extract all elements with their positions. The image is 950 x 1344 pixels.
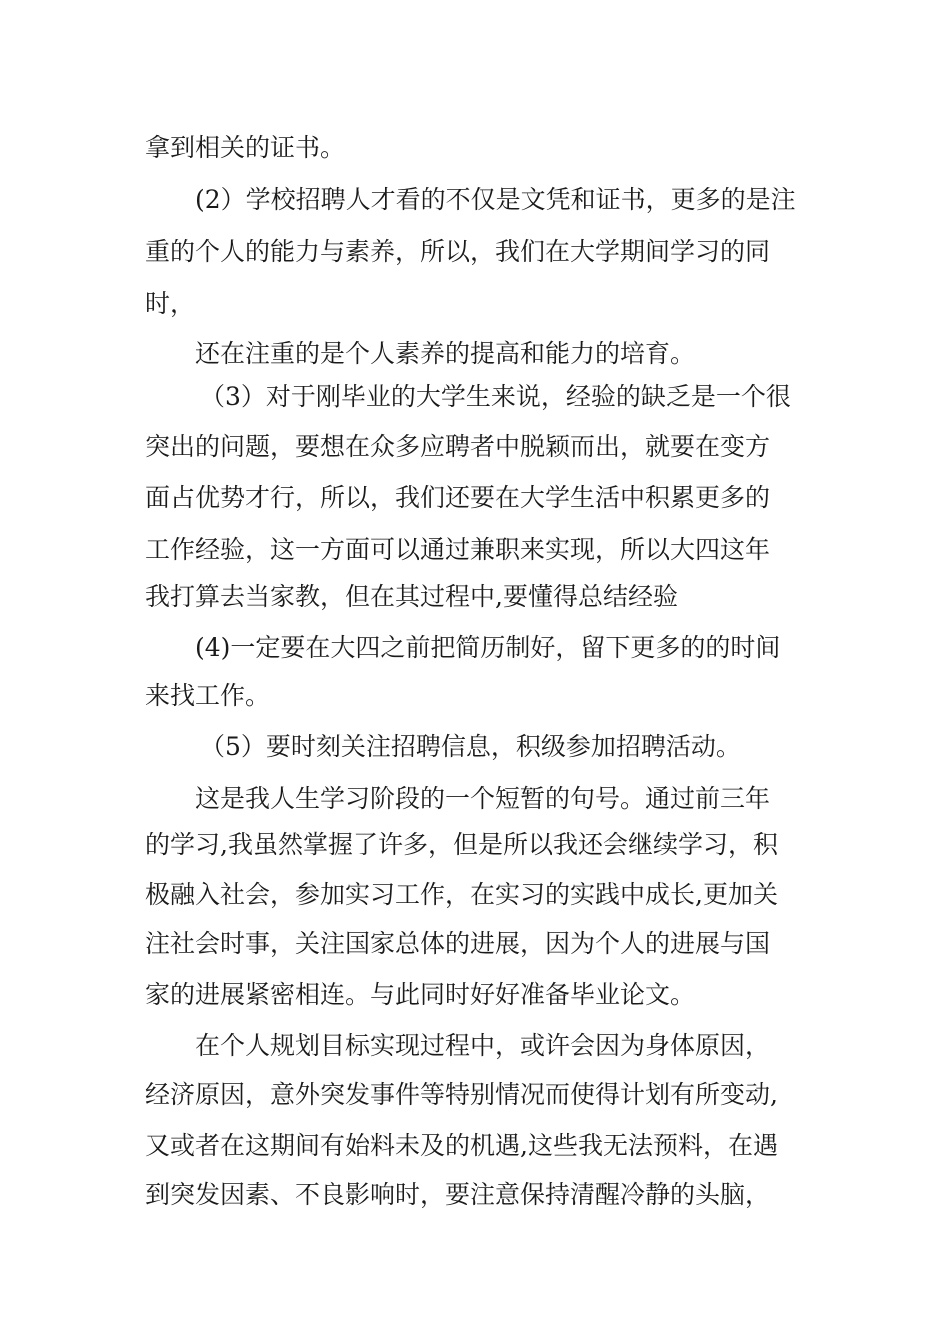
text-line: 的学习,我虽然掌握了许多，但是所以我还会继续学习，积 — [145, 830, 778, 859]
text-line: (4)一定要在大四之前把简历制好，留下更多的的时间 — [195, 633, 781, 662]
text-line: 到突发因素、不良影响时，要注意保持清醒冷静的头脑， — [145, 1180, 771, 1209]
text-line: 我打算去当家教，但在其过程中,要懂得总结经验 — [145, 582, 678, 611]
text-line: (2）学校招聘人才看的不仅是文凭和证书，更多的是注 — [195, 185, 796, 214]
text-line: 工作经验，这一方面可以通过兼职来实现，所以大四这年 — [145, 535, 771, 564]
text-line: 注社会时事，关注国家总体的进展，因为个人的进展与国 — [145, 929, 771, 958]
text-line: 这是我人生学习阶段的一个短暂的句号。通过前三年 — [195, 784, 771, 813]
text-line: 突出的问题，要想在众多应聘者中脱颖而出，就要在变方 — [145, 432, 771, 461]
text-line: 重的个人的能力与素养，所以，我们在大学期间学习的同 — [145, 237, 771, 266]
text-line: （3）对于刚毕业的大学生来说，经验的缺乏是一个很 — [200, 382, 791, 411]
text-line: （5）要时刻关注招聘信息，积级参加招聘活动。 — [200, 732, 741, 761]
text-line: 家的进展紧密相连。与此同时好好准备毕业论文。 — [145, 980, 696, 1009]
text-line: 拿到相关的证书。 — [145, 133, 346, 162]
text-line: 时， — [145, 289, 196, 318]
text-line: 经济原因，意外突发事件等特别情况而使得计划有所变动, — [145, 1080, 778, 1109]
text-line: 在个人规划目标实现过程中，或许会因为身体原因， — [195, 1031, 771, 1060]
text-line: 极融入社会，参加实习工作，在实习的实践中成长,更加关 — [145, 880, 778, 909]
text-line: 还在注重的是个人素养的提高和能力的培育。 — [195, 339, 696, 368]
text-line: 又或者在这期间有始料未及的机遇,这些我无法预料，在遇 — [145, 1131, 778, 1160]
text-line: 面占优势才行，所以，我们还要在大学生活中积累更多的 — [145, 483, 771, 512]
text-line: 来找工作。 — [145, 681, 271, 710]
